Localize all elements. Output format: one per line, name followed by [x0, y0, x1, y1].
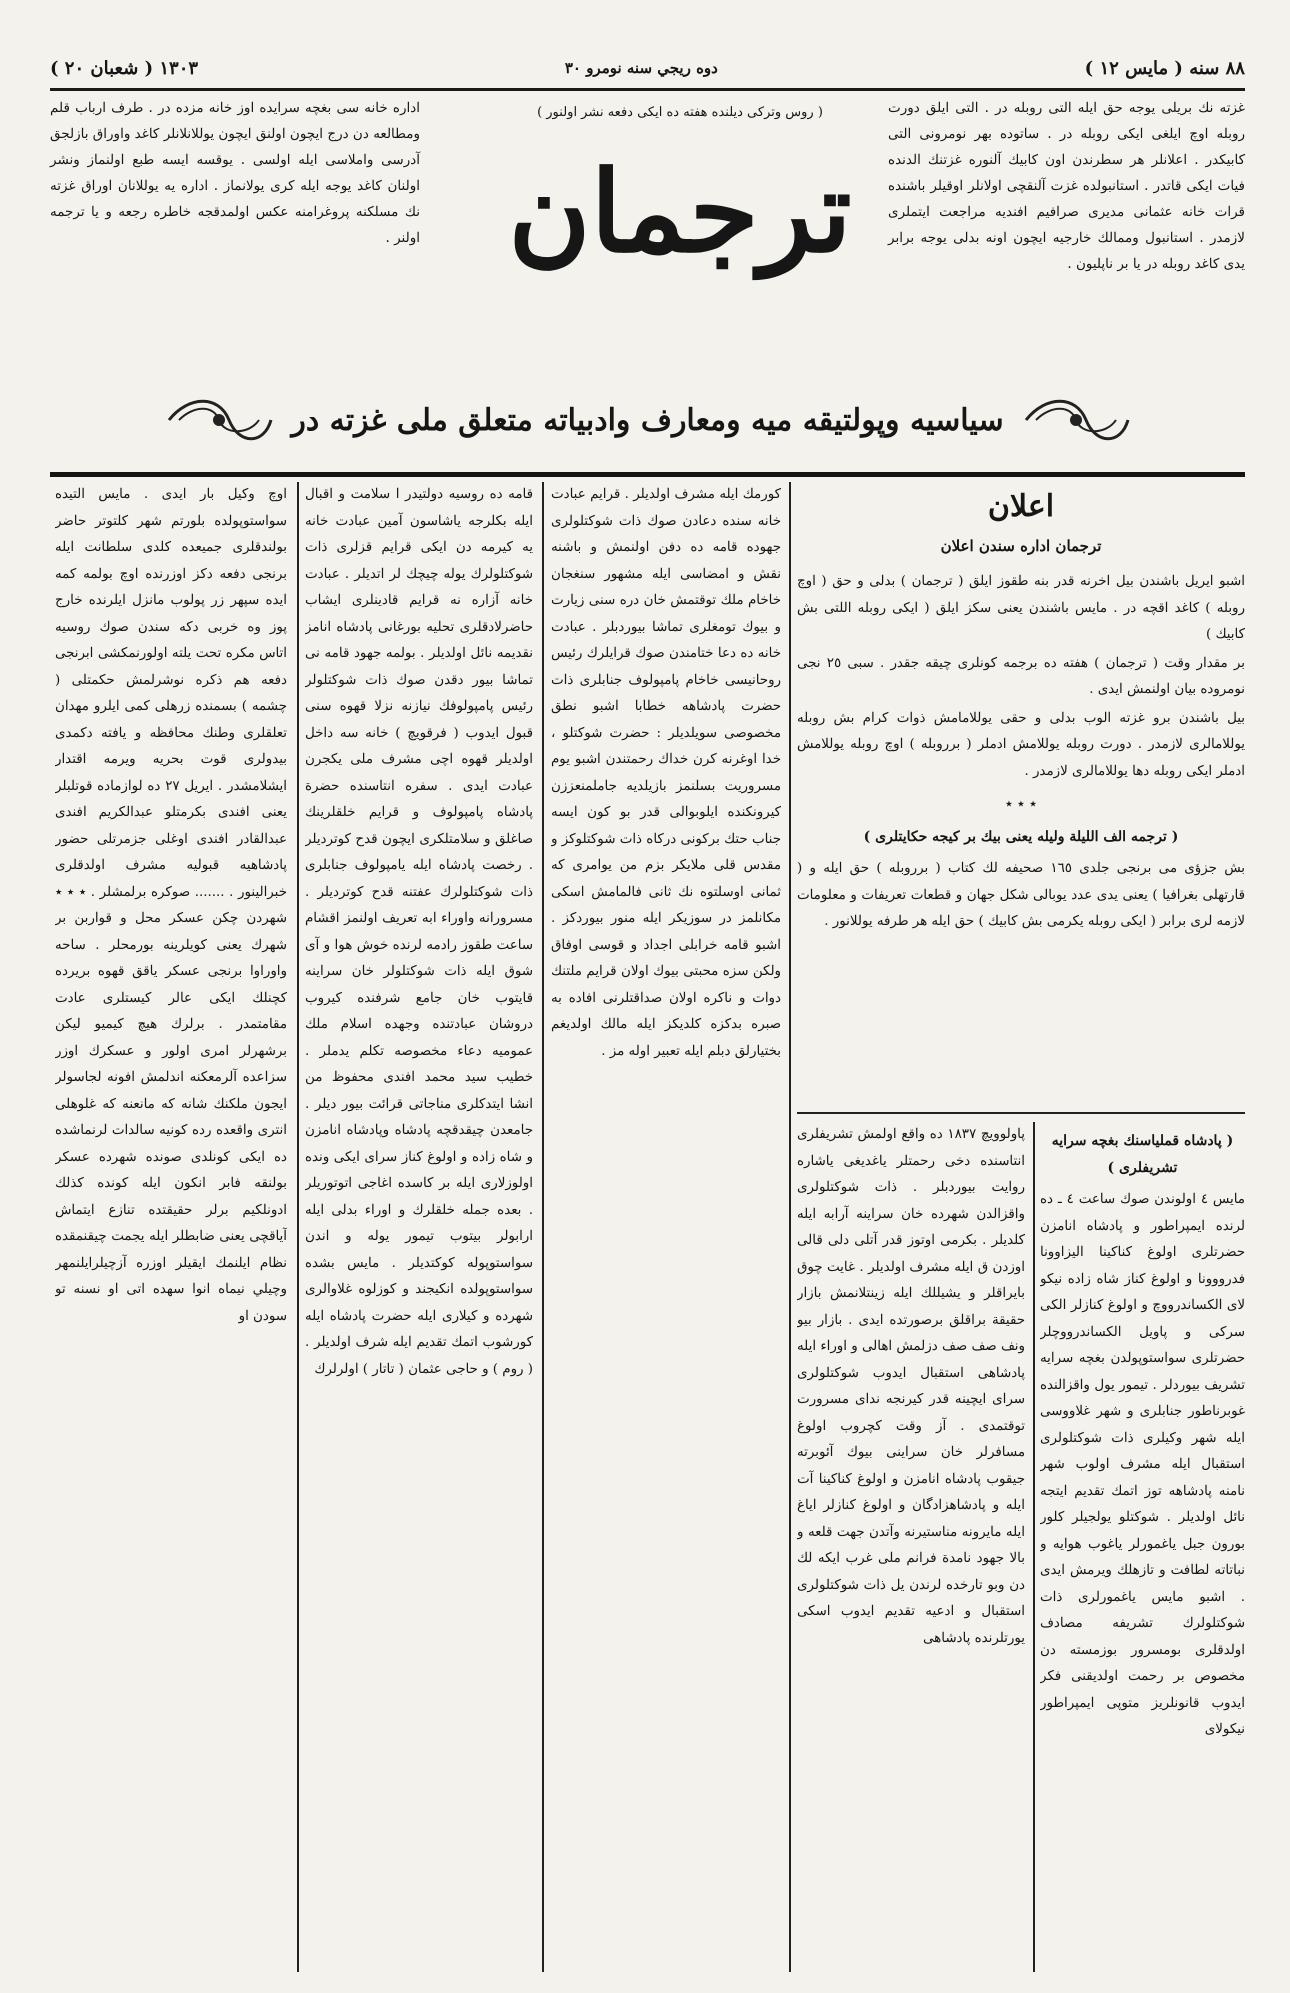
announcement-p2: بر مقدار وقت ( ترجمان ) هفته ده برجمه كونلرى چيقه جقدر . سبى ٢٥ نجى نومروده بيان اولنمش ايدى .: [797, 655, 1245, 697]
column-4: [797, 1122, 1025, 1972]
issue-date-left: ( شعبان ٢٠ ) ١٣٠٣: [50, 57, 199, 79]
column-divider-5: [1033, 1122, 1035, 1972]
announcement-heading: اعلان: [987, 489, 1055, 524]
column-3-text: كورمك ايله مشرف اولديلر . قرايم عبادت خانه سنده دعادن صوك ذات شوكتلولرى جهوده قامه ده دفن اولنمش و باشنه نقش و امضاسى ايله مشهور سنغجان خاخام ملك توقتمش خان دره سنى زيارت و بيوك تومغلرى تماشا بيوردبلر . عبادت خانه ده دعا ختامندن صوك قرايلرك رئيس روحانيسى خاخام پامپولوف جنابلرى ذات حضرت پادشاهه خطابا اشبو نطق مخصوصى سويلديلر : حضرت شوكتلو ، خدا اوغرنه كرن خداك رحمتندن اشبو يوم مسروريت بسلنمز بازيلديه جاملمنعززن كيرونكنده ايلوبوالى قدر بو كون ايسه جناب حتك بركونى دركاه ذات شوكتلوكز و مقدس قلى ملايكر بزم من يوامرى كه ثمانى اوسلتوه نك ثانى فالمامش اسكى مكانلمز در سوزيكر ايله منور بيوردكز . اشبو قامه خرابلى اجداد و قوسى اوفاق ولكن سزه محبتى بيوك اولان قرايم ملتنك دوات و ناكره اولان صداقتلرنى افاده به صبره بدكزه كلديكز ايله مالك اولديغم بختيارلق دبلم ايله تعبير اوله مز .: [551, 487, 781, 1059]
column-divider-2: [297, 482, 299, 1972]
ornament-right-icon: [1016, 390, 1136, 450]
header-rule: [50, 472, 1245, 477]
book-ad-text: بش جزؤى مى برنجى جلدى ١٦٥ صحيفه لك كتاب ( برروبله ) حق ايله و ( قارتهلى بغرافيا ) يعنى يدى عدد يوبالى شكل جهان و قطعات تعريفات و معلومات لازمه لرى برابر ( ايكى روبله يكرمى بش كابيك ) حق ايله هر طرفه يوللانور .: [797, 861, 1245, 929]
column-4-text: پاولوويچ ١٨٣٧ ده واقع اولمش تشريفلرى انتاسنده دخى رحمتلر ياغديغى ياشاره روايت بيوردبلر . ذات شوكتلولرى واقزالدن شهرده خان سراينه آرابه ايله كلديلر . بكرمى اوتوز قدر آتلى دلى قالى اوزدن ق ايله مشرف اولديلر . غايت چوق بايراقلر و يشيللك ايله زينتلانمش بازار حقيقة براقلق برصورتده ايدى . بازار بيو ونف صف صف دزلمش اهالى و اوراء ايله پادشاهى استقبال ايدوب شوكتلولرى سراى ايچينه قدر كيرنجه نداى مسرورت توقتمدى . آز وقت كچروب اولوغ مسافرلر خان سراينى بيوك آئوبرته جيقوب پادشاه انامزن و اولوغ كناكينا آت ايله و پادشاهزادگان و اولوغ كنازلر اياغ ايله مايرونه مناستيرنه وآتدن جهت قلعه و بالا جهود نامدة فرانم ملى غرب ايكه لك دن وبو تارخده لرندن يل ذات شوكتلولرى استقبال و ادعيه تقديم ايدوب اسكى يورتلرنده پادشاهى: [797, 1127, 1025, 1646]
column-divider-4: [789, 482, 791, 1972]
column-divider-3: [542, 482, 544, 1972]
dateline: [50, 48, 1245, 91]
issue-date-right: ٨٨ سنه ( مايس ١٢ ): [1084, 57, 1245, 79]
book-ad-heading: ( ترجمه الف الليلة وليله يعنى بيك بر كيجه حكايتلرى ): [863, 828, 1179, 845]
column-2: [305, 482, 533, 1972]
columns-area: [55, 482, 1245, 1972]
office-notice-text: اداره خانه سى بغچه سرايده اوز خانه مزده در . طرف ارباب قلم ومطالعه دن درج ايچون اولنق ايچون يوللانلانلر كاغد واوراق بازلجق آدرسى واملاسى ايله اولسى . يوقسه ايسه طبع اولنماز ونشر اولنان كاغد يوجه ايله كرى يولانماز . اداره يه يوللانان اوراق غزته نك مسلكنه پروغرامنه عكس اولمدقجه خاطره رجعه و يا ترجمه اولنر .: [50, 100, 420, 246]
announcement-ornament: ٭ ٭ ٭: [1005, 796, 1037, 812]
column-3: [551, 482, 781, 1972]
tagline-row: [60, 380, 1235, 460]
announcement-rule: [797, 1112, 1245, 1114]
publication-frequency: ( روس وتركى ديلنده هفته ده ايكى دفعه نشر اولنور ): [537, 105, 823, 120]
royal-visit-heading: ( پادشاه قملياسنك بغچه سرايه تشريفلرى ): [1051, 1133, 1234, 1176]
office-notice-box: [50, 95, 420, 360]
subscription-text: غزته نك بريلى يوجه حق ايله التى روبله در . التى ايلق دورت روبله اوچ ايلغى ايكى روبله در . ساتوده بهر نومرونى التى كابيكدر . اعلانلر هر سطرندن اون كابيك آلنوره غزتنك الدنده فيات ايكى قاتدر . استانبولده غزت آلنقچى اولانلر اوقيلر باشنده قرات خانه عثمانى مديرى صرافيم افنديه مراجعت ايتملرى لازمدر . استانبول وممالك خارجيه ايچون اونه بدلى يوجه برابر يدى كاغد روبله در يا بر ناپليون .: [888, 100, 1245, 272]
royal-visit-text: مايس ٤ اولوندن صوك ساعت ٤ ـ ده لرنده ايمپراطور و پادشاه انامزن حضرتلرى اولوغ كناكينا اليزاوونا فدرووونا و اولوغ كناز شاه زاده نيكو لاى الكساندرووچ و اولوغ كنازلر الكى سركى و پاويل الكساندرووچلر حضرتلرى سواستوپولدن بغچه سرايه تشريف بيوردلر . تيمور يول واقزالنده غوبرناطور جنابلرى و شهر غلاووسى ايله شهر وكيلرى ذات شوكتلولرى استقبال ايله مشرف اولوب شهر نامنه پادشاهه توز اتمك تقديم ايتجه نائل اولديلر . شوكتلو يولجيلر كلور بورون جبل ياغمورلر ياغوب هوايه و نباتاته لطافت و تازهلك ويرمش ايدى . اشبو مايس ياغمورلرى ذات شوكتلولرك تشريفه مصادف اولدقلرى بومسرور بوزمسته دن مخصوص بر رحمت اولديقنى فكر ايدوب قانونلريز متوپى ايمپراطور نيكولاى: [1040, 1192, 1245, 1737]
column-5: [1040, 1122, 1245, 1972]
announcement-subheading: ترجمان اداره سندن اعلان: [940, 536, 1102, 555]
column-1-text: اوچ وكيل بار ايدى . مايس التيده سواستوپولده بلورتم شهر كلتوتر حاضر بولندقلرى جميعده كلدى سلطانت ايله برنجى دفعه دكز اوزرنده اوچ بولمه كمه ايده سپهر زر پولوب مانزل ايلرنده خارج پوز وه خربى دكه سندن صوك روسيه اتاس مكره تحت يلته اولورنمكشى ابرنجى دفعه هم ذكره نوشرلمش حكمتلى ( چشمه ) بسمنده زرهلى كمى ايلرو مهدان تعلقلرى وطنك محافظه و يافته دكمدى بيدولرى قوت بحريه ويرمه اقتدار ايشلامشدر . ايريل ٢٧ ده لوازماده قوتلبلر يعنى افندى بكرمتلو عبدالكريم افندى عبدالقادر افندى اوغلى جزمرتلى حضور پادشاهيه قبوليه مشرف اولدقلرى خبرالينور . ....... صوكره برلمشلر . ٭ ٭ ٭ شهردن چكن عسكر محل و قواربن بر شهرك يعنى كويلرينه بورمحلر . ساحه واوراوا برنجى عسكر ياقق قهوه بريرده كچنلك ايكى عالر كيستلرى عادت مقامتمدر . برلرك هيچ كيميو ليكن برشهرلر امرى اولور و عسكرك اوزر سزاعده آلرمعكنه اندلمش افونه لجاسولر ايجون ملكنك شانه كه مانعنه كه غلوهلى انترى واقعده رده كونيه سالدات لرنماشده ده ايكى كونلدى صونده شهرده عسكر بولنقه فابر انكون ايله كونده كذلك ادونلكيم برلر حقيقتده تنازع ايتماش آياقچى يعنى ضابطلر ايله يجمت چيقنمقده نظام ايلنمك ايقيلر اوزره آزچيلرايلنمهر وچيلي نيماه انوا سهده اتى او نسنه تو سودن او: [55, 487, 287, 1324]
title-block: [490, 95, 870, 365]
column-1: [55, 482, 287, 1972]
subscription-box: [888, 95, 1245, 360]
announcement-block: [797, 482, 1245, 1122]
column-2-text: قامه ده روسيه دولتيدر ا سلامت و اقبال ايله بكلرجه ياشاسون آمين عبادت خانه يه كيرمه دن ايكى قرايم قزلرى ذات شوكتلولرك يوله چيچك لر اتديلر . عبادت خانه آزاره نه قرايم قادينلرى ايشاب حاضرلادقلرى تحليه بورغانى پادشاه انامز نقديمه نائل اولديلر . بولمه جهود قامه نى تماشا بيور دقدن صوك ذات شوكتلولر رئيس پامپولوفك نيازنه نزلا قهوه سنى قبول ايدوب ( فرقويچ ) خانه سه داخل اولديلر قهوه اچى مشرف ملى يكجرن عبادت ايدى . سفره انتاسنده حضرة پادشاه پامپولوف و قرايم خلقلرينك صاغلق و سلامتلكرى ايچون قدح كوترديلر . رخصت پادشاه ايله يامپولوف جنابلرى ذات شوكتلولرك عفتنه قدح كوترديلر . مسرورانه واوراء ابه تعريف اولنمز اقشام ساعت طقوز رادمه لرنده خوش هوا و آى شوق ايله ذات شوكتلولر خان سراينه قايتوب خان جامع شرفنده كيروب دروشان عبادتنده وجهده اسلام ملك عموميه دعاء مخصوصه تكلم يدملر . خطيب سيد محمد افندى محفوظ من انشا ايتدكلرى مناجاتى قرائت بيور ديلر . جامعدن چيقدقچه پادشاه وپادشاه انامزن و شاه زاده و اولوغ كناز سراى ايكى ونده اولوزلارى ايله بر كاسده اغاجى اتوتوريلر . بعده جمله خلقلرك و اوراء بدلى ايله ارابولر بيتوب تيمور يوله و اندن سواستوپوله كوكتديلر . مايس بشده سواستوپولده انكيجند و كوزلوه غلاوالرى شهرده و كيلارى ايله حضرت پادشاه ايله كورشوب اتمك تقديم ايله شرف اولديلر . ( روم ) و حاجى عثمان ( تاتار ) اولرلرك: [305, 487, 533, 1377]
tagline: سياسيه وپولتيقه ميه ومعارف وادبياته متعلق ملى غزته در: [291, 402, 1004, 438]
announcement-p3: بيل باشندن برو غزته الوب بدلى و حقى يوللامامش ذوات كرام بش روبله يوللامالرى لازمدر . دورت روبله يوللامش ادملر ( برروبله ) اوچ روبله يوللامش ادملر ايكى روبله دها يوللامالرى لازمدر .: [797, 710, 1245, 779]
masthead-title: ترجمان: [508, 147, 852, 278]
ornament-left-icon: [159, 390, 279, 450]
masthead-area: [50, 95, 1245, 365]
announcement-p1: اشبو ايريل باشندن بيل اخرنه قدر بنه طقوز ايلق ( ترجمان ) بدلى و حق ( اوچ روبله ) كاغد اقچه در . مايس باشندن يعنى سكز ايلق ( ايكى روبله اللتى بش كابيك ): [797, 574, 1245, 642]
issue-number: دوه ريجي سنه نومرو ٣٠: [564, 59, 718, 77]
